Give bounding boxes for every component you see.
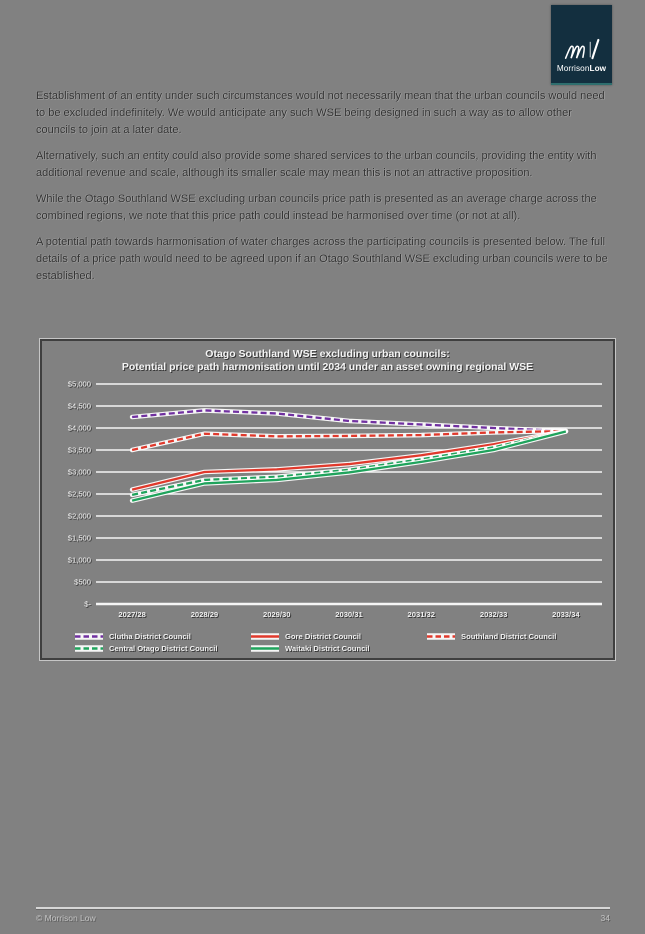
page-number: 34 — [600, 913, 610, 923]
svg-text:2030/31: 2030/31 — [335, 610, 363, 619]
svg-text:$1,000: $1,000 — [67, 555, 91, 565]
body-paragraph: While the Otago Southland WSE excluding urban councils price path is presented as an average charge across the combined regions, we note that this price path could instead be harmonised over time (or not at all). — [36, 193, 597, 222]
chart-plot-area — [42, 376, 609, 626]
chart-legend — [42, 632, 613, 653]
svg-text:$4,000: $4,000 — [67, 423, 91, 433]
footer-divider — [36, 907, 610, 909]
legend-label: Clutha District Council — [109, 632, 191, 641]
legend-item — [250, 644, 426, 653]
legend-item — [74, 644, 250, 653]
svg-text:2029/30: 2029/30 — [262, 610, 291, 619]
body-paragraph: Alternatively, such an entity could also provide some shared services to the urban councils, providing the entity with additional revenue and scale, although its smaller scale may mean this is not an attractive proposition. — [36, 150, 597, 179]
legend-line-sample — [250, 644, 280, 653]
footer-copyright: © Morrison Low — [36, 913, 96, 923]
legend-line-sample — [250, 632, 280, 641]
grid-lines — [96, 384, 602, 604]
svg-text:$-: $- — [84, 599, 91, 609]
logo-brand-suffix: Low — [589, 64, 607, 73]
legend-line-sample — [74, 644, 104, 653]
logo-brand-text — [557, 64, 606, 73]
svg-text:$2,000: $2,000 — [67, 511, 91, 521]
legend-label: Southland District Council — [461, 632, 557, 641]
svg-text:2028/29: 2028/29 — [190, 610, 219, 619]
logo-brand-prefix: Morrison — [556, 64, 590, 73]
price-path-chart — [40, 339, 615, 660]
body-text — [36, 88, 614, 294]
svg-text:$4,500: $4,500 — [67, 401, 91, 411]
legend-item — [426, 632, 613, 641]
legend-item — [74, 632, 250, 641]
svg-text:$3,500: $3,500 — [67, 445, 91, 455]
svg-text:$3,000: $3,000 — [67, 467, 91, 477]
chart-title-line2: Potential price path harmonisation until 2034 under an asset owning regional WSE — [121, 361, 534, 373]
svg-text:2032/33: 2032/33 — [479, 610, 508, 619]
svg-text:$1,500: $1,500 — [67, 533, 91, 543]
svg-text:2031/32: 2031/32 — [407, 610, 436, 619]
morrisonlow-logo — [551, 5, 612, 85]
svg-text:$5,000: $5,000 — [67, 379, 91, 389]
svg-text:$2,500: $2,500 — [67, 489, 91, 499]
legend-label: Waitaki District Council — [285, 644, 370, 653]
x-axis-labels — [118, 610, 580, 619]
legend-item — [250, 632, 426, 641]
svg-text:2027/28: 2027/28 — [118, 610, 146, 619]
legend-label: Central Otago District Council — [109, 644, 218, 653]
legend-line-sample — [74, 632, 104, 641]
body-paragraph: A potential path towards harmonisation of water charges across the participating councils is presented below. The full details of a price path would need to be agreed upon if an Otago Southland WSE excluding urban councils were to be established. — [36, 236, 608, 282]
y-axis-labels — [68, 380, 92, 609]
chart-title-line1: Otago Southland WSE excluding urban councils: — [205, 348, 450, 360]
page-footer — [36, 913, 610, 923]
chart-title — [42, 348, 613, 374]
morrisonlow-monogram-icon — [562, 38, 602, 62]
legend-line-sample — [426, 632, 456, 641]
svg-text:$500: $500 — [74, 577, 91, 587]
body-paragraph: Establishment of an entity under such circumstances would not necessarily mean that the urban councils would need to be excluded indefinitely. We would anticipate any such WSE being designed in such a way as to allow other councils to join at a later date. — [36, 90, 605, 136]
legend-label: Gore District Council — [285, 632, 361, 641]
svg-text:2033/34: 2033/34 — [552, 610, 580, 619]
chart-plot-wrap — [42, 376, 613, 631]
